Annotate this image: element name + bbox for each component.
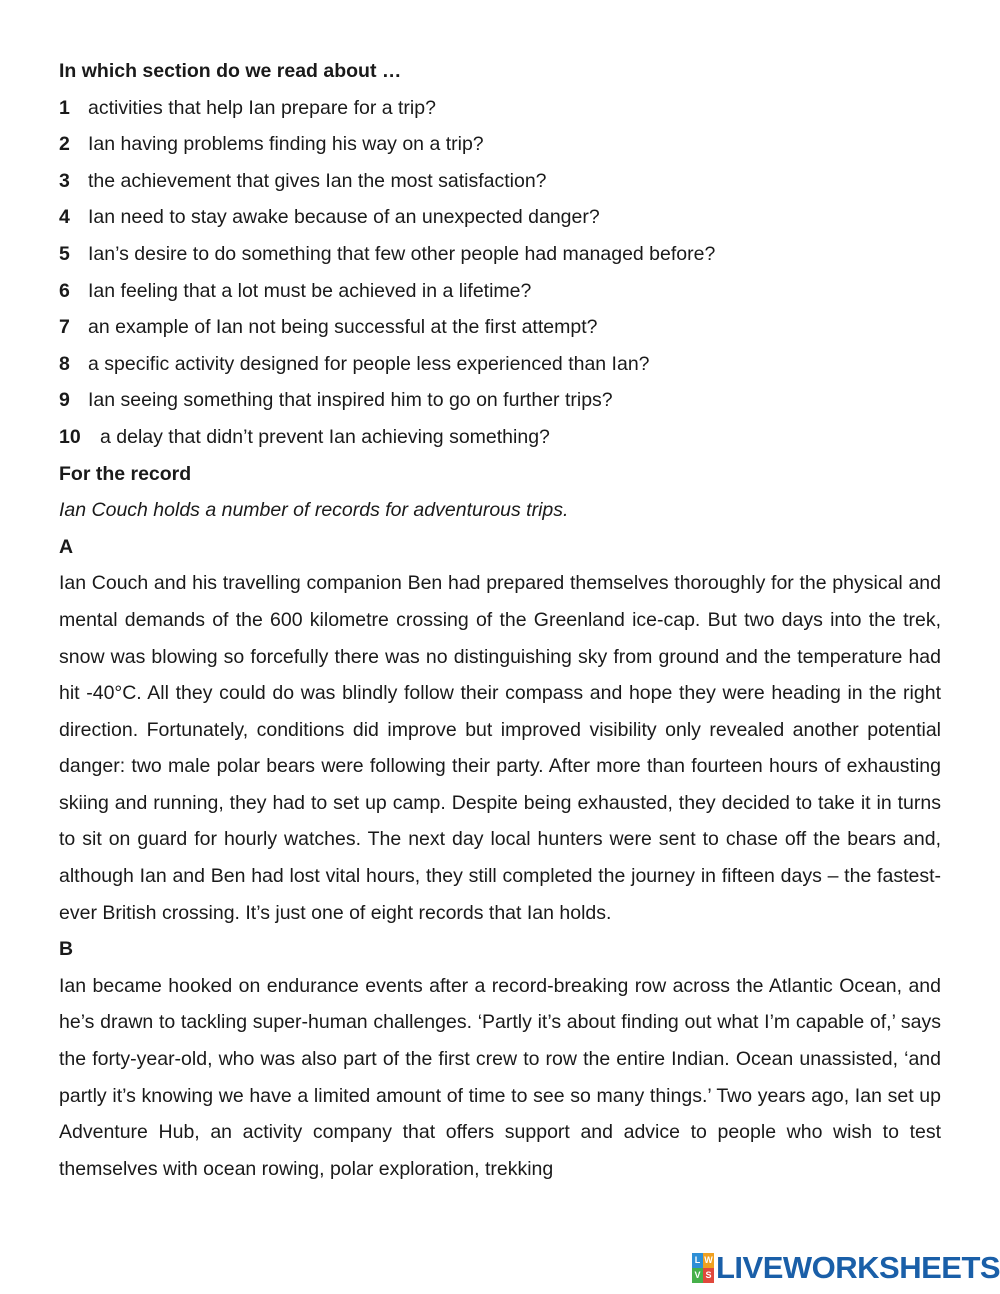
logo-mark-letter: L: [692, 1253, 703, 1268]
worksheet-page: [59, 53, 941, 1187]
question-text: a delay that didn’t prevent Ian achieving something?: [100, 425, 550, 448]
question-item: [59, 90, 941, 127]
article-subtitle: Ian Couch holds a number of records for adventurous trips.: [59, 499, 569, 522]
question-text: Ian feeling that a lot must be achieved in a lifetime?: [88, 279, 532, 302]
question-number: 1: [59, 96, 70, 119]
question-number: 2: [59, 133, 70, 156]
question-item: [59, 163, 941, 200]
section-text: Ian became hooked on endurance events after a record-breaking row across the Atlantic Ocean, and he’s drawn to tackling super-human challenges. ‘Partly it’s about finding out what I’m capable of,’ says the forty-year-old, who was also part of the first crew to row the entire Indian. Ocean unassisted, ‘and partly it’s knowing we have a limited amount of time to see so many things.’ Two years ago, Ian set up Adventure Hub, an activity company that offers support and advice to people who wish to test themselves with ocean rowing, polar exploration, trekking: [59, 974, 941, 1180]
question-item: [59, 309, 941, 346]
question-heading: In which section do we read about …: [59, 60, 402, 82]
logo-mark-letter: W: [703, 1253, 714, 1268]
question-text: an example of Ian not being successful at the first attempt?: [88, 316, 598, 339]
logo-mark-letter: V: [692, 1268, 703, 1283]
question-text: activities that help Ian prepare for a trip?: [88, 96, 436, 119]
question-list: [59, 90, 941, 456]
article-title: For the record: [59, 462, 192, 485]
question-number: 8: [59, 352, 70, 375]
liveworksheets-logo: [692, 1250, 1000, 1286]
question-number: 6: [59, 279, 70, 302]
question-text: Ian’s desire to do something that few other people had managed before?: [88, 242, 716, 265]
question-text: Ian having problems finding his way on a trip?: [88, 133, 484, 156]
question-number: 5: [59, 242, 70, 265]
question-item: [59, 273, 941, 310]
question-number: 9: [59, 389, 70, 412]
section-label: A: [59, 535, 74, 558]
section-text: Ian Couch and his travelling companion Ben had prepared themselves thoroughly for the physical and mental demands of the 600 kilometre crossing of the Greenland ice-cap. But two days into the trek, snow was blowing so forcefully there was no distinguishing sky from ground and the temperature had hit -40°C. All they could do was blindly follow their compass and hope they were heading in the right direction. Fortunately, conditions did improve but improved visibility only revealed another potential danger: two male polar bears were following their party. After more than fourteen hours of exhausting skiing and running, they had to set up camp. Despite being exhausted, they decided to take it in turns to sit on guard for hourly watches. The next day local hunters were sent to chase off the bears and, although Ian and Ben had lost vital hours, they still completed the journey in fifteen days – the fastest-ever British crossing. It’s just one of eight records that Ian holds.: [59, 572, 941, 924]
question-text: Ian need to stay awake because of an unexpected danger?: [88, 206, 600, 229]
question-item: [59, 199, 941, 236]
question-number: 7: [59, 316, 70, 339]
question-number: 4: [59, 206, 70, 229]
question-item: [59, 346, 941, 383]
question-number: 10: [59, 425, 81, 448]
logo-mark-icon: [692, 1253, 714, 1283]
logo-mark-letter: S: [703, 1268, 714, 1283]
question-item: [59, 382, 941, 419]
question-text: a specific activity designed for people less experienced than Ian?: [88, 352, 650, 375]
question-item: [59, 419, 941, 456]
logo-text: LIVEWORKSHEETS: [716, 1250, 1000, 1285]
question-item: [59, 236, 941, 273]
question-text: Ian seeing something that inspired him to go on further trips?: [88, 389, 613, 412]
question-item: [59, 126, 941, 163]
question-number: 3: [59, 169, 70, 192]
question-text: the achievement that gives Ian the most satisfaction?: [88, 169, 547, 192]
section-label: B: [59, 938, 74, 961]
